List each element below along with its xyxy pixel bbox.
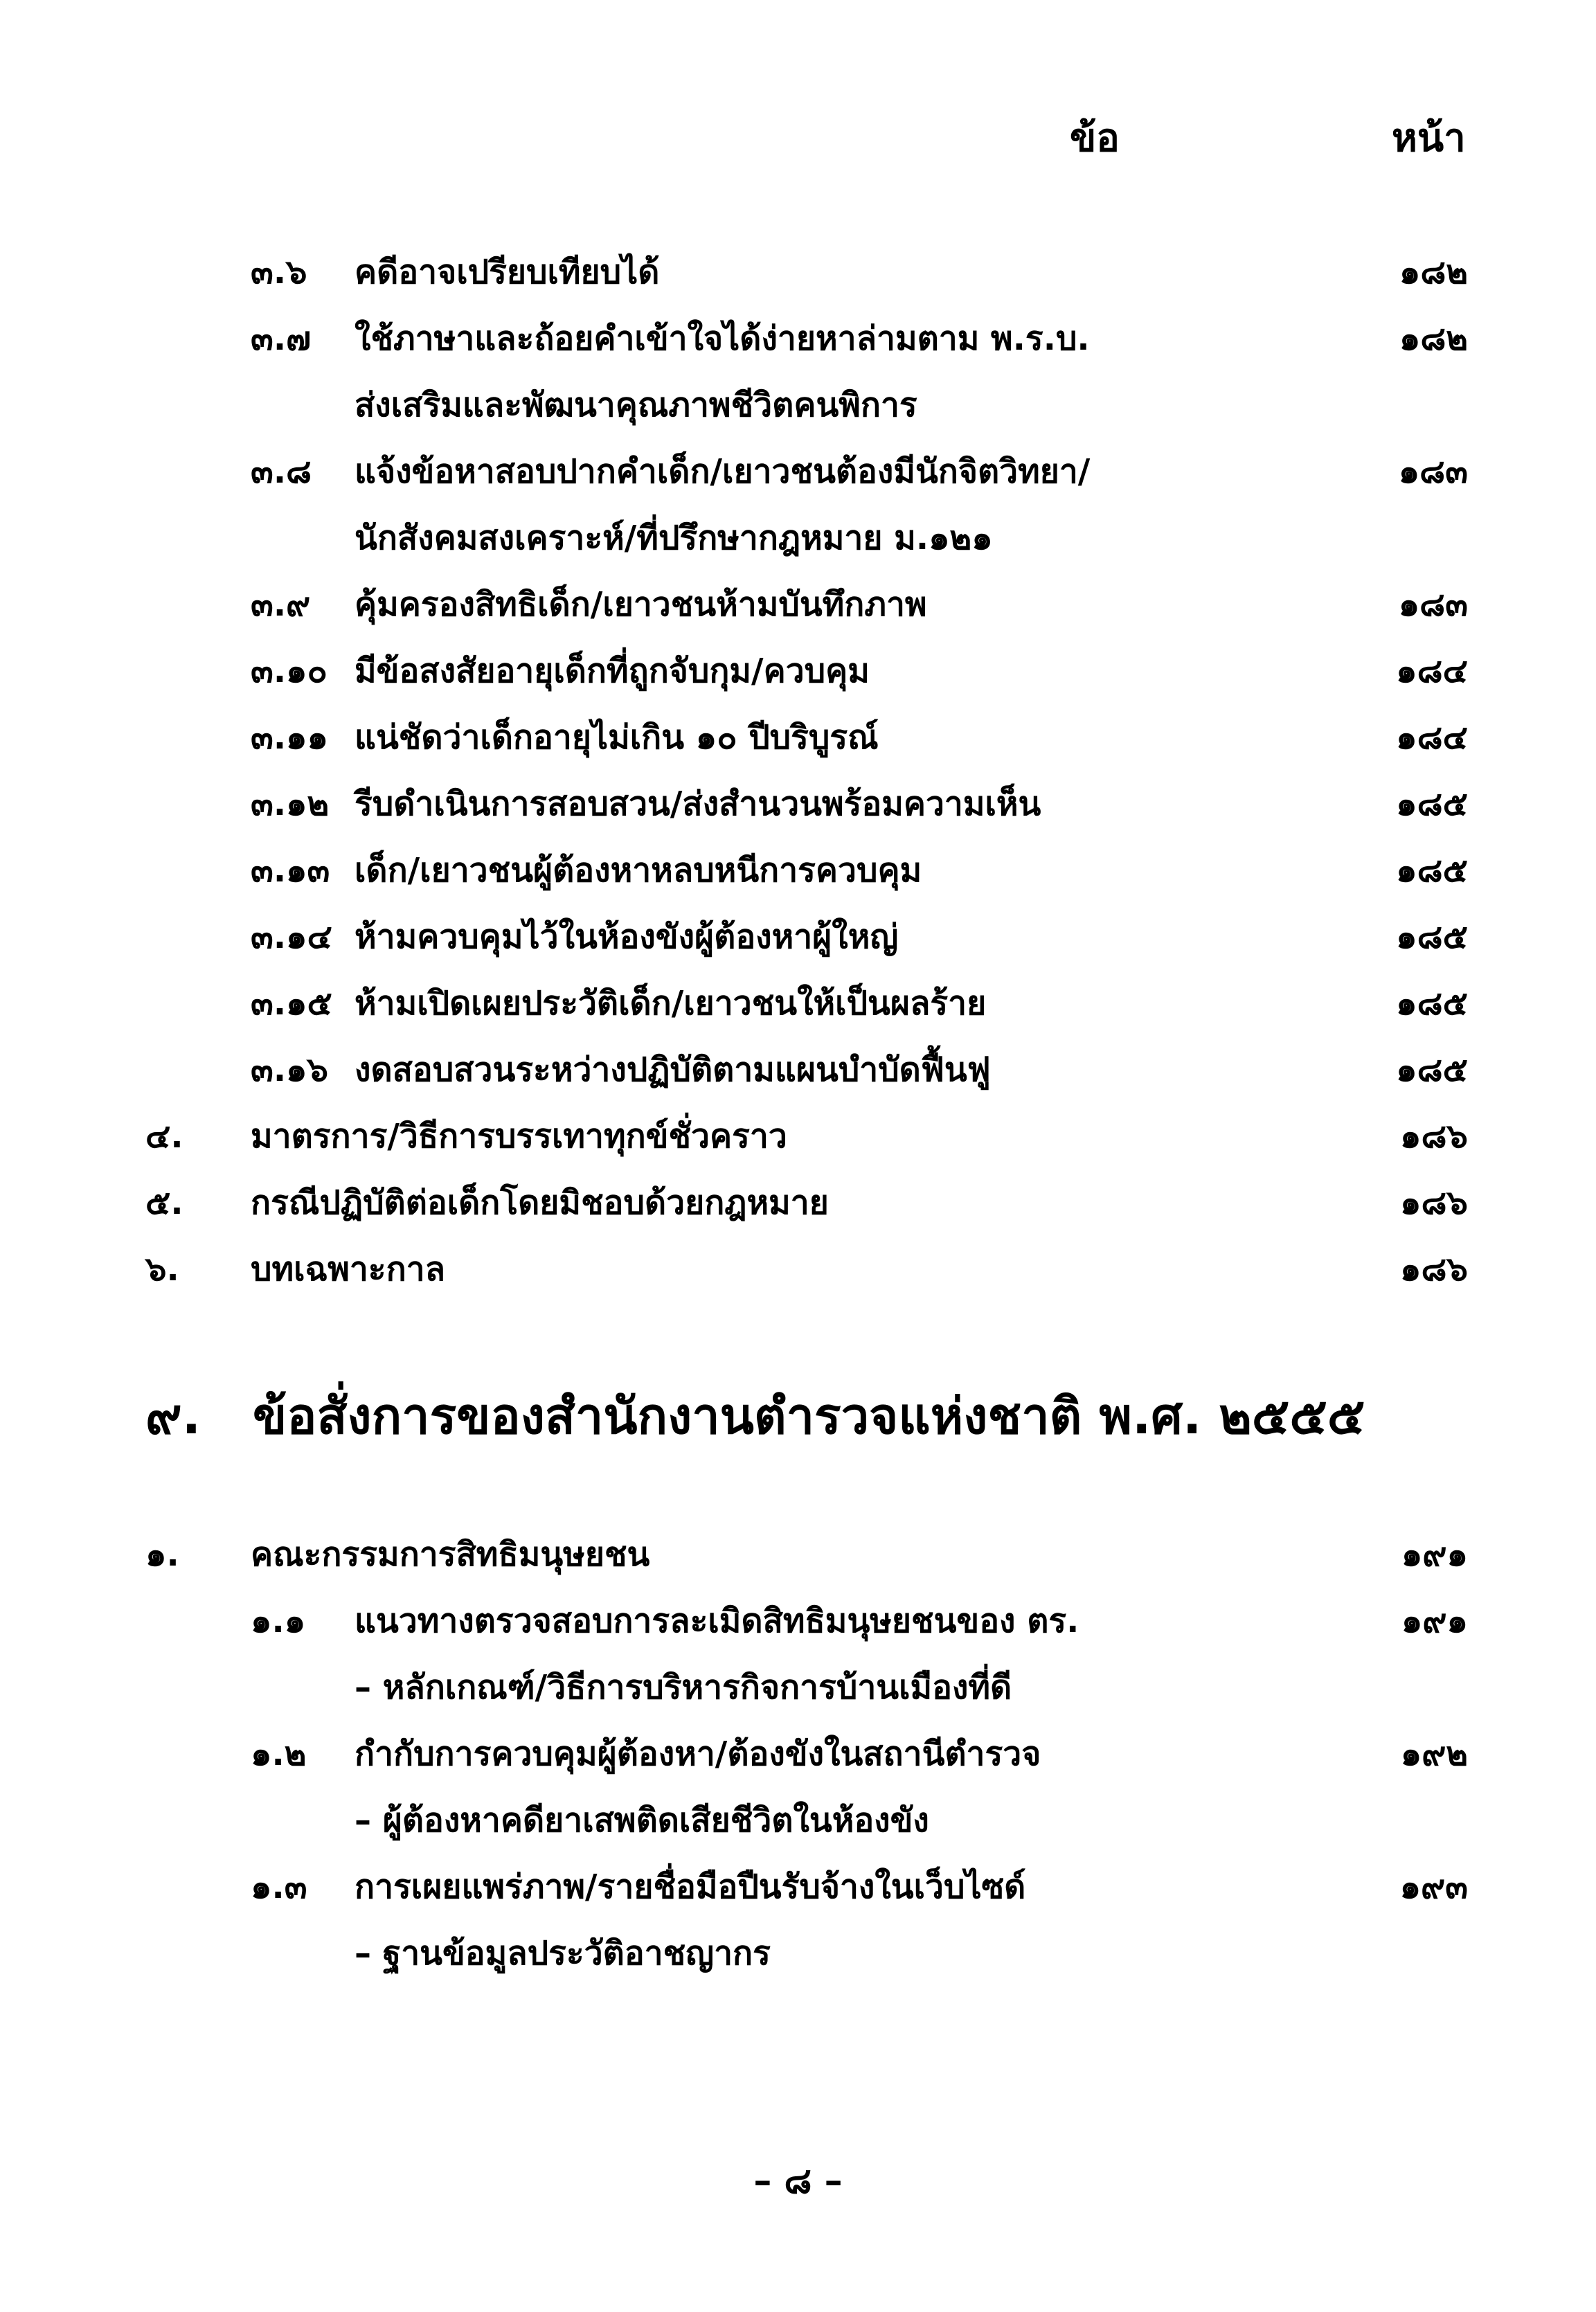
entry-number: ๓.๑๒ xyxy=(251,785,330,823)
page-number: – ๘ – xyxy=(753,2160,843,2202)
entry-page: ๑๘๕ xyxy=(1396,984,1468,1023)
entry-page: ๑๘๔ xyxy=(1396,652,1468,690)
entry-page: ๑๘๒ xyxy=(1399,319,1468,358)
entry-text: บทเฉพาะกาล xyxy=(251,1250,446,1289)
entry-page: ๑๘๕ xyxy=(1396,1050,1468,1089)
entry-number: ๑.๓ xyxy=(251,1867,307,1906)
toc-entry-continuation xyxy=(0,505,1596,571)
toc-entry xyxy=(0,438,1596,505)
entry-text: แน่ชัดว่าเด็กอายุไม่เกิน ๑๐ ปีบริบูรณ์ xyxy=(355,718,879,757)
toc-entry xyxy=(0,638,1596,704)
toc-entry xyxy=(0,305,1596,372)
entry-text: งดสอบสวนระหว่างปฏิบัติตามแผนบำบัดฟื้นฟู xyxy=(355,1050,991,1089)
entry-number: ๓.๑๖ xyxy=(251,1050,328,1089)
section-title: ข้อสั่งการของสำนักงานตำรวจแห่งชาติ พ.ศ. ๒๕๕๕ xyxy=(253,1387,1365,1445)
entry-text: กำกับการควบคุมผู้ต้องหา/ต้องขังในสถานีตำรวจ xyxy=(355,1735,1041,1773)
entry-number: ๓.๑๐ xyxy=(251,652,328,690)
entry-number: ๓.๑๑ xyxy=(251,718,328,757)
entry-text: ใช้ภาษาและถ้อยคำเข้าใจได้ง่ายหาล่ามตาม พ.ร.บ. xyxy=(355,319,1090,358)
toc-entry xyxy=(0,239,1596,305)
entry-number: ๓.๑๓ xyxy=(251,851,330,890)
column-header-page: หน้า xyxy=(1392,116,1466,161)
toc-entry xyxy=(0,904,1596,970)
section-number: ๙. xyxy=(145,1387,201,1445)
toc-bullet xyxy=(0,1787,1596,1854)
column-header-item: ข้อ xyxy=(1070,116,1120,161)
toc-entry xyxy=(0,771,1596,837)
toc-entry xyxy=(0,1854,1596,1920)
entry-page: ๑๘๔ xyxy=(1396,718,1468,757)
entry-page: ๑๙๒ xyxy=(1400,1735,1468,1773)
entry-page: ๑๘๕ xyxy=(1396,917,1468,956)
toc-bullet xyxy=(0,1654,1596,1721)
entry-number: ๓.๗ xyxy=(251,319,312,358)
entry-page: ๑๘๕ xyxy=(1396,785,1468,823)
entry-text: คดีอาจเปรียบเทียบได้ xyxy=(355,253,660,292)
toc-entry xyxy=(0,1721,1596,1787)
entry-number: ๓.๑๔ xyxy=(251,917,332,956)
entry-text: มาตรการ/วิธีการบรรเทาทุกข์ชั่วคราว xyxy=(251,1117,787,1156)
entry-number: ๓.๘ xyxy=(251,452,312,491)
entry-number: ๓.๙ xyxy=(251,585,311,624)
section-heading xyxy=(0,1374,1596,1458)
entry-number: ๓.๖ xyxy=(251,253,307,292)
entry-page: ๑๘๕ xyxy=(1396,851,1468,890)
entry-text: เด็ก/เยาวชนผู้ต้องหาหลบหนีการควบคุม xyxy=(355,851,922,890)
entry-text: รีบดำเนินการสอบสวน/ส่งสำนวนพร้อมความเห็น xyxy=(355,785,1041,823)
entry-text: แนวทางตรวจสอบการละเมิดสิทธิมนุษยชนของ ตร. xyxy=(355,1602,1079,1640)
toc-entry xyxy=(0,970,1596,1037)
entry-page: ๑๘๓ xyxy=(1398,452,1468,491)
entry-page: ๑๘๖ xyxy=(1400,1183,1468,1222)
entry-text: ห้ามควบคุมไว้ในห้องขังผู้ต้องหาผู้ใหญ่ xyxy=(355,917,899,956)
toc-entry xyxy=(0,1588,1596,1654)
entry-page: ๑๘๓ xyxy=(1398,585,1468,624)
entry-number: ๑.๑ xyxy=(251,1602,306,1640)
entry-page: ๑๘๖ xyxy=(1400,1250,1468,1289)
entry-page: ๑๘๖ xyxy=(1400,1117,1468,1156)
entry-number: ๖. xyxy=(145,1250,179,1289)
bullet-text: – หลักเกณฑ์/วิธีการบริหารกิจการบ้านเมืองที่ดี xyxy=(355,1668,1012,1707)
entry-text: ห้ามเปิดเผยประวัติเด็ก/เยาวชนให้เป็นผลร้าย xyxy=(355,984,987,1023)
entry-text: แจ้งข้อหาสอบปากคำเด็ก/เยาวชนต้องมีนักจิตวิทยา/ xyxy=(355,452,1091,491)
entry-text: กรณีปฏิบัติต่อเด็กโดยมิชอบด้วยกฎหมาย xyxy=(251,1183,829,1222)
toc-entry xyxy=(0,1037,1596,1103)
toc-entry xyxy=(0,1103,1596,1170)
entry-page: ๑๙๑ xyxy=(1401,1602,1468,1640)
entry-text: คุ้มครองสิทธิเด็ก/เยาวชนห้ามบันทึกภาพ xyxy=(355,585,927,624)
entry-number: ๕. xyxy=(145,1183,183,1222)
entry-number: ๔. xyxy=(145,1117,183,1156)
toc-entry xyxy=(0,837,1596,904)
entry-text: มีข้อสงสัยอายุเด็กที่ถูกจับกุม/ควบคุม xyxy=(355,652,870,690)
entry-text: การเผยแพร่ภาพ/รายชื่อมือปืนรับจ้างในเว็บไซด์ xyxy=(355,1867,1026,1906)
entry-page: ๑๙๓ xyxy=(1399,1867,1468,1906)
bullet-text: – ผู้ต้องหาคดียาเสพติดเสียชีวิตในห้องขัง xyxy=(355,1801,929,1840)
entry-page: ๑๙๑ xyxy=(1401,1535,1468,1574)
bullet-text: – ฐานข้อมูลประวัติอาชญากร xyxy=(355,1934,771,1973)
entry-text: คณะกรรมการสิทธิมนุษยชน xyxy=(251,1535,650,1574)
entry-number: ๓.๑๕ xyxy=(251,984,332,1023)
entry-number: ๑. xyxy=(145,1535,179,1574)
toc-entry xyxy=(0,704,1596,771)
toc-entry xyxy=(0,1236,1596,1302)
entry-page: ๑๘๒ xyxy=(1399,253,1468,292)
toc-entry-continuation xyxy=(0,372,1596,438)
toc-entry xyxy=(0,1521,1596,1588)
toc-entry xyxy=(0,571,1596,638)
toc-entry xyxy=(0,1170,1596,1236)
toc-bullet xyxy=(0,1920,1596,1987)
entry-text: นักสังคมสงเคราะห์/ที่ปรึกษากฎหมาย ม.๑๒๑ xyxy=(355,519,993,557)
entry-text: ส่งเสริมและพัฒนาคุณภาพชีวิตคนพิการ xyxy=(355,386,917,424)
entry-number: ๑.๒ xyxy=(251,1735,307,1773)
